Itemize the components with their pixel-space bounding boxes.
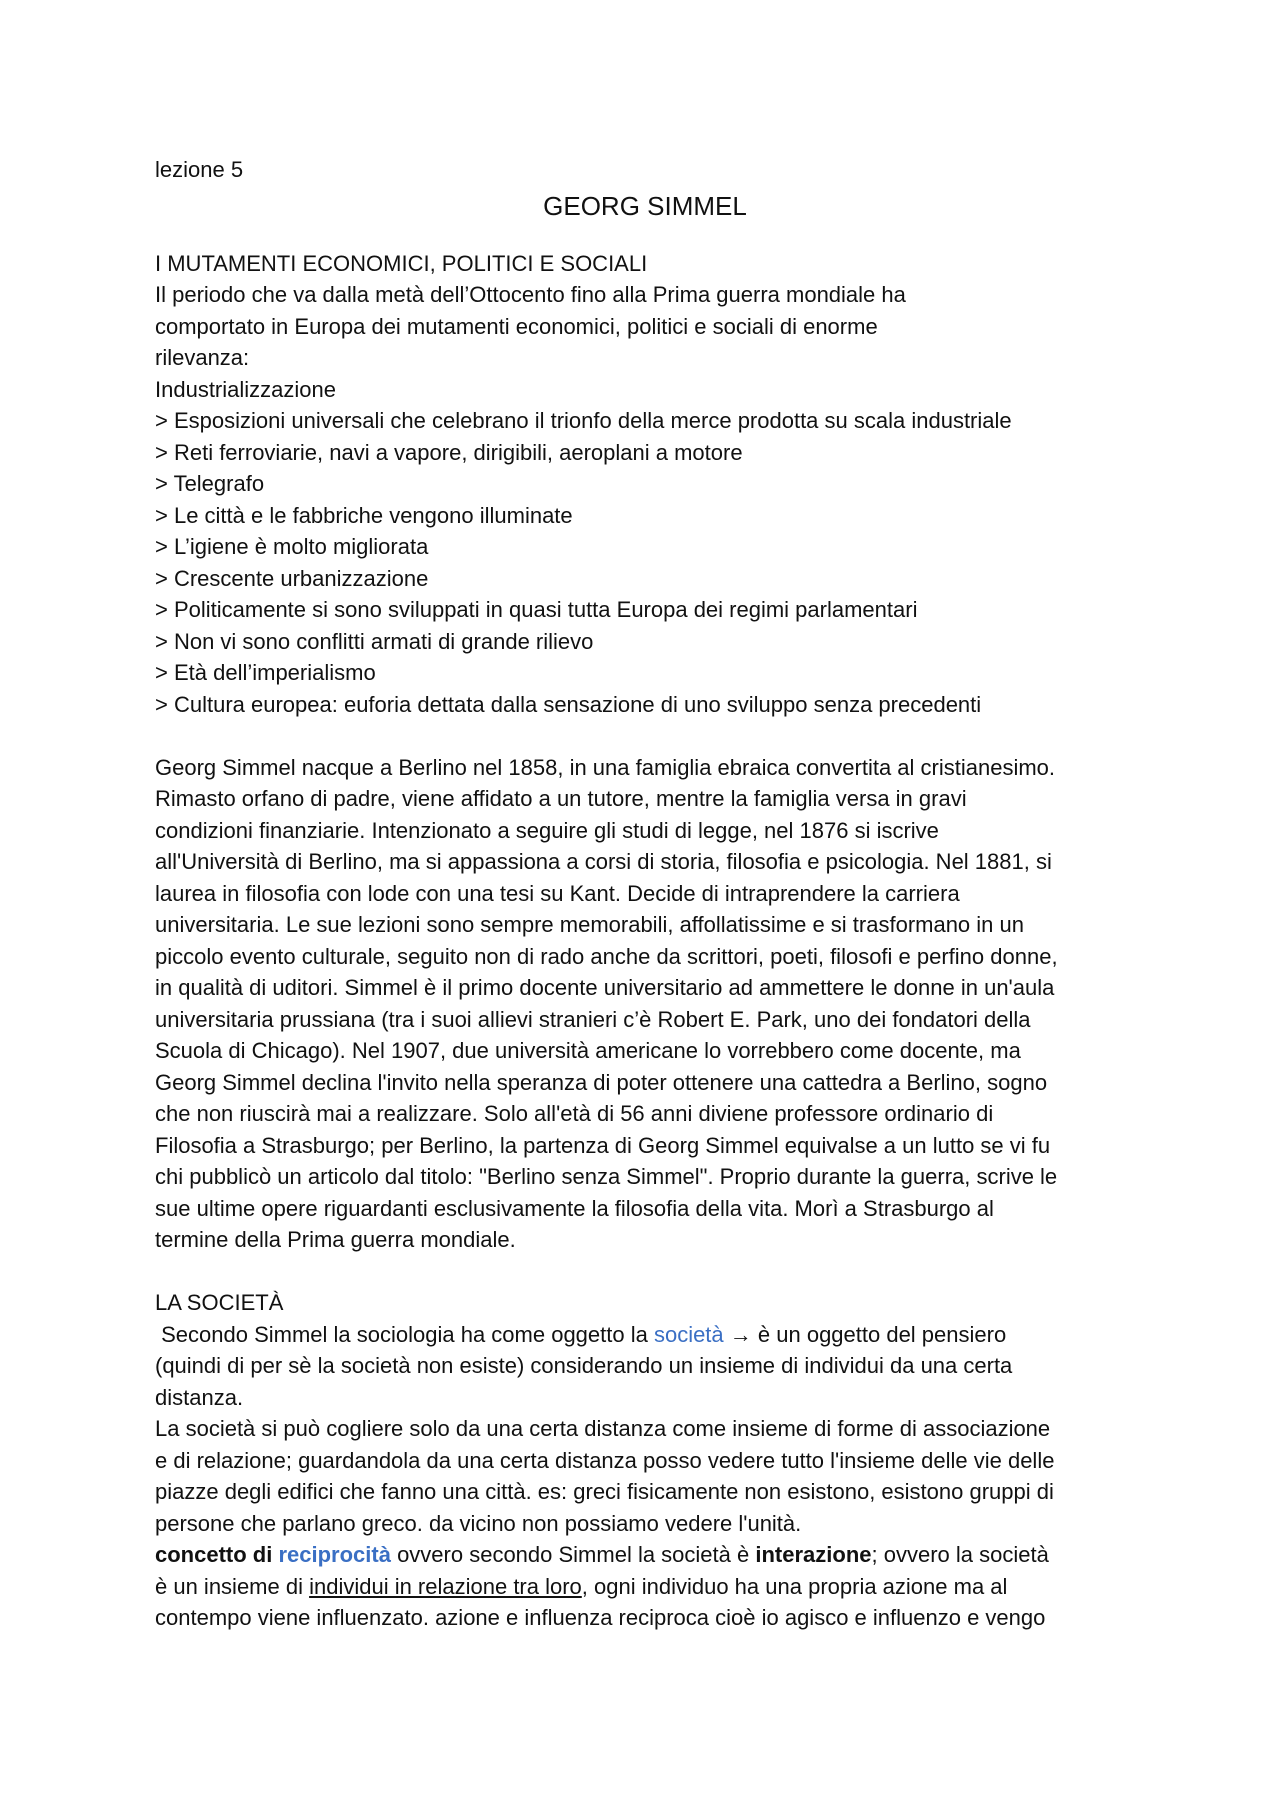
biography-paragraph xyxy=(155,752,1135,1256)
societa-line xyxy=(155,1319,1135,1351)
section-heading-mutamenti: I MUTAMENTI ECONOMICI, POLITICI E SOCIALI xyxy=(155,250,648,276)
text-run: ovvero secondo Simmel la società è xyxy=(390,1542,756,1567)
bio-line: laurea in filosofia con lode con una tesi su Kant. Decide di intraprendere la carriera xyxy=(155,880,960,906)
bio-line: piccolo evento culturale, seguito non di rado anche da scrittori, poeti, filosofi e perfino donne, xyxy=(155,943,1058,969)
societa-line: persone che parlano greco. da vicino non possiamo vedere l'unità. xyxy=(155,1510,802,1536)
bio-line: Scuola di Chicago). Nel 1907, due università americane lo vorrebbero come docente, ma xyxy=(155,1038,1021,1063)
bio-line: universitaria prussiana (tra i suoi allievi stranieri c’è Robert E. Park, uno dei fondatori della xyxy=(155,1006,1031,1032)
bio-line: Georg Simmel declina l'invito nella speranza di poter ottenere una cattedra a Berlino, sogno xyxy=(155,1069,1048,1095)
reciprocita-line xyxy=(155,1539,1135,1571)
text-run: ; ovvero la società xyxy=(871,1542,1049,1567)
bold-text: concetto di xyxy=(155,1542,279,1567)
bio-line: Georg Simmel nacque a Berlino nel 1858, in una famiglia ebraica convertita al cristianesimo. xyxy=(155,754,1056,780)
societa-link[interactable]: società xyxy=(653,1321,724,1347)
bio-line: che non riuscirà mai a realizzare. Solo all'età di 56 anni diviene professore ordinario di xyxy=(155,1101,994,1126)
text-run: è un insieme di xyxy=(155,1573,310,1599)
text-run: → è un oggetto del pensiero xyxy=(723,1321,1007,1347)
text-run: , ogni individuo ha una propria azione ma al xyxy=(581,1573,1008,1599)
bullet-item: > Reti ferroviarie, navi a vapore, dirigibili, aeroplani a motore xyxy=(155,439,743,465)
societa-line xyxy=(155,1571,1135,1603)
bullet-item: > Non vi sono conflitti armati di grande rilievo xyxy=(155,628,594,654)
document-page xyxy=(155,154,1135,1634)
intro-line: Il periodo che va dalla metà dell’Ottocento fino alla Prima guerra mondiale ha xyxy=(155,282,906,307)
underlined-text: individui in relazione tra loro xyxy=(309,1573,582,1599)
paragraph-gap xyxy=(155,720,1135,752)
bio-line: termine della Prima guerra mondiale. xyxy=(155,1227,516,1252)
bio-line: Rimasto orfano di padre, viene affidato a un tutore, mentre la famiglia versa in gravi xyxy=(155,786,967,811)
bullet-item: > Telegrafo xyxy=(155,471,265,496)
bio-line: sue ultime opere riguardanti esclusivamente la filosofia della vita. Morì a Strasburgo al xyxy=(155,1195,994,1221)
bio-line: condizioni finanziarie. Intenzionato a seguire gli studi di legge, nel 1876 si iscrive xyxy=(155,817,939,843)
societa-line: (quindi di per sè la società non esiste) considerando un insieme di individui da una certa xyxy=(155,1353,1013,1378)
bullet-item: > Età dell’imperialismo xyxy=(155,660,376,685)
reciprocita-link[interactable]: reciprocità xyxy=(278,1542,391,1567)
bio-line: all'Università di Berlino, ma si appassiona a corsi di storia, filosofia e psicologia. Nel 1881, si xyxy=(155,849,1052,874)
bio-line: chi pubblicò un articolo dal titolo: "Berlino senza Simmel". Proprio durante la guerra, scrive le xyxy=(155,1164,1058,1189)
intro-line: rilevanza: xyxy=(155,345,250,370)
societa-line: piazze degli edifici che fanno una città. es: greci fisicamente non esistono, esistono gruppi di xyxy=(155,1479,1054,1504)
section-heading-societa: LA SOCIETÀ xyxy=(155,1290,284,1315)
bio-line: Filosofia a Strasburgo; per Berlino, la partenza di Georg Simmel equivalse a un lutto se vi fu xyxy=(155,1132,1051,1158)
bullet-item: > Le città e le fabbriche vengono illuminate xyxy=(155,502,573,528)
bio-line: in qualità di uditori. Simmel è il primo docente universitario ad ammettere le donne in un'aula xyxy=(155,975,1055,1000)
bio-line: universitaria. Le sue lezioni sono sempre memorabili, affollatissime e si trasformano in un xyxy=(155,912,1024,937)
bullet-item: > Esposizioni universali che celebrano il trionfo della merce prodotta su scala industriale xyxy=(155,408,1012,433)
intro-line: comportato in Europa dei mutamenti economici, politici e sociali di enorme xyxy=(155,313,878,339)
bullet-item: > Cultura europea: euforia dettata dalla sensazione di uno sviluppo senza precedenti xyxy=(155,691,982,717)
subheading-industrializzazione: Industrializzazione xyxy=(155,376,336,402)
bullet-item: > Politicamente si sono sviluppati in quasi tutta Europa dei regimi parlamentari xyxy=(155,597,918,622)
lesson-label: lezione 5 xyxy=(155,157,244,182)
paragraph-gap xyxy=(155,1256,1135,1288)
page-title: GEORG SIMMEL xyxy=(543,190,747,221)
societa-line: La società si può cogliere solo da una certa distanza come insieme di forme di associazione xyxy=(155,1416,1051,1441)
bullet-item: > Crescente urbanizzazione xyxy=(155,565,429,591)
text-run: Secondo Simmel la sociologia ha come oggetto la xyxy=(155,1321,654,1347)
societa-line: distanza. xyxy=(155,1384,244,1410)
societa-line: contempo viene influenzato. azione e influenza reciproca cioè io agisco e influenzo e vengo xyxy=(155,1605,1046,1630)
bullet-item: > L’igiene è molto migliorata xyxy=(155,534,429,559)
bold-text: interazione xyxy=(755,1542,872,1567)
societa-line: e di relazione; guardandola da una certa distanza posso vedere tutto l'insieme delle vie delle xyxy=(155,1447,1055,1473)
